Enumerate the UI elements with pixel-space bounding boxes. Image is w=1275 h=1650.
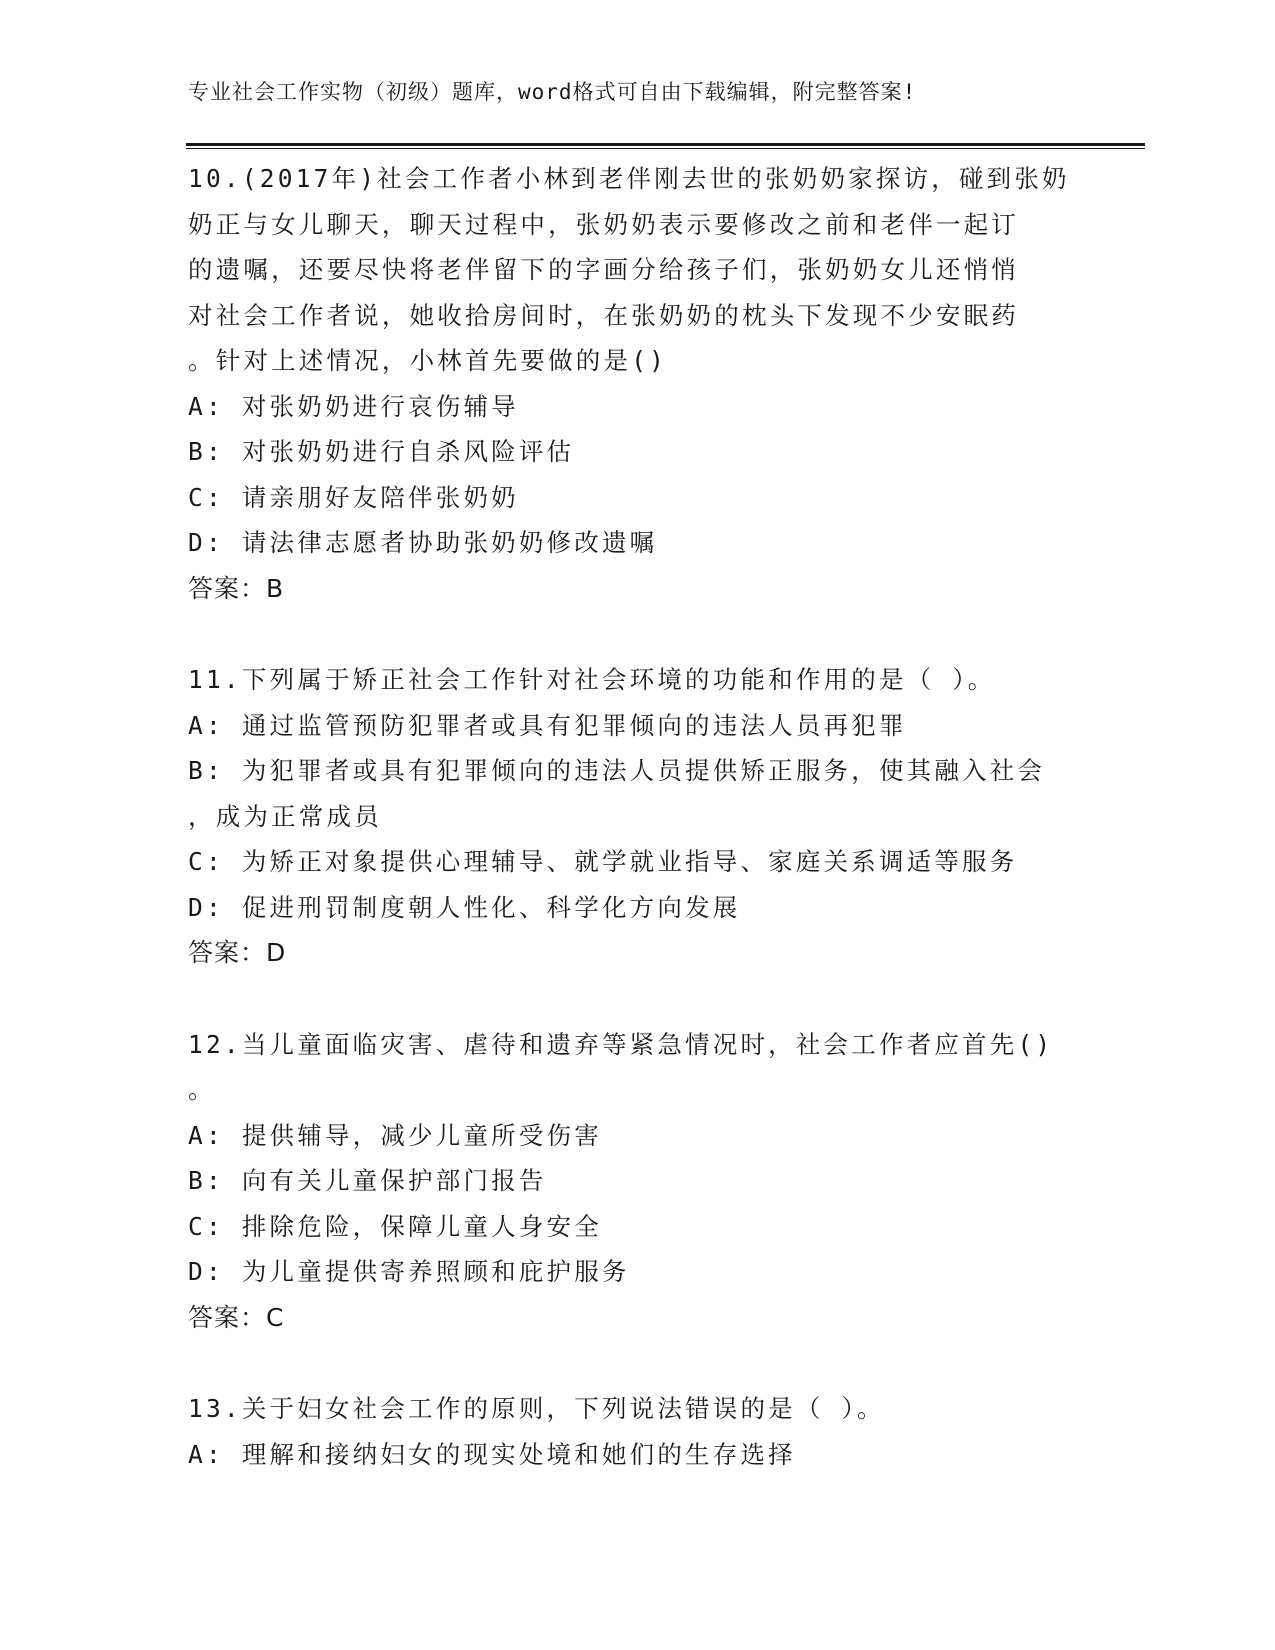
- question-stem-line: 对社会工作者说，她收拾房间时，在张奶奶的枕头下发现不少安眠药: [188, 300, 1019, 330]
- question-stem-line: 11.下列属于矫正社会工作针对社会环境的功能和作用的是（ ）。: [188, 665, 996, 694]
- question-stem-line: 的遗嘱，还要尽快将老伴留下的字画分给孩子们，张奶奶女儿还悄悄: [188, 255, 1019, 284]
- option-c: C: 请亲朋好友陪伴张奶奶: [188, 482, 519, 512]
- page-header: 专业社会工作实物（初级）题库，word格式可自由下载编辑，附完整答案!: [188, 80, 917, 104]
- question-stem-line: 。针对上述情况，小林首先要做的是(): [188, 346, 668, 375]
- option-c: C: 排除危险，保障儿童人身安全: [188, 1211, 602, 1241]
- question-list: [188, 156, 1088, 1523]
- option-d: D: 请法律志愿者协助张奶奶修改遗嘱: [188, 528, 658, 557]
- option-b-continued: ，成为正常成员: [188, 801, 382, 831]
- option-c: C: 为矫正对象提供心理辅导、就学就业指导、家庭关系调适等服务: [188, 847, 1018, 876]
- answer-label: 答案：C: [188, 1302, 285, 1332]
- option-b: B: 对张奶奶进行自杀风险评估: [188, 437, 575, 466]
- question-stem-line: 10.(2017年)社会工作者小林到老伴刚去世的张奶奶家探访，碰到张奶: [188, 164, 1070, 193]
- option-b: B: 为犯罪者或具有犯罪倾向的违法人员提供矫正服务，使其融入社会: [188, 756, 1046, 785]
- question-11: [188, 657, 1088, 976]
- question-12: [188, 1022, 1088, 1341]
- question-stem-line: 奶正与女儿聊天，聊天过程中，张奶奶表示要修改之前和老伴一起订: [188, 209, 1019, 239]
- question-13: [188, 1386, 1088, 1477]
- answer-label: 答案：D: [188, 938, 287, 967]
- option-d: D: 为儿童提供寄养照顾和庇护服务: [188, 1257, 630, 1286]
- question-stem-line: 12.当儿童面临灾害、虐待和遗弃等紧急情况时，社会工作者应首先(): [188, 1029, 1054, 1059]
- option-b: B: 向有关儿童保护部门报告: [188, 1166, 547, 1195]
- option-a: A: 对张奶奶进行哀伤辅导: [188, 391, 519, 421]
- option-a: A: 通过监管预防犯罪者或具有犯罪倾向的违法人员再犯罪: [188, 710, 907, 740]
- option-a: A: 理解和接纳妇女的现实处境和她们的生存选择: [188, 1439, 796, 1469]
- answer-label: 答案：B: [188, 573, 285, 603]
- option-d: D: 促进刑罚制度朝人性化、科学化方向发展: [188, 892, 741, 922]
- question-10: [188, 156, 1088, 611]
- header-divider: [186, 143, 1145, 149]
- option-a: A: 提供辅导，减少儿童所受伤害: [188, 1120, 602, 1150]
- question-stem-line: 。: [188, 1075, 216, 1104]
- question-stem-line: 13.关于妇女社会工作的原则，下列说法错误的是（ ）。: [188, 1394, 885, 1423]
